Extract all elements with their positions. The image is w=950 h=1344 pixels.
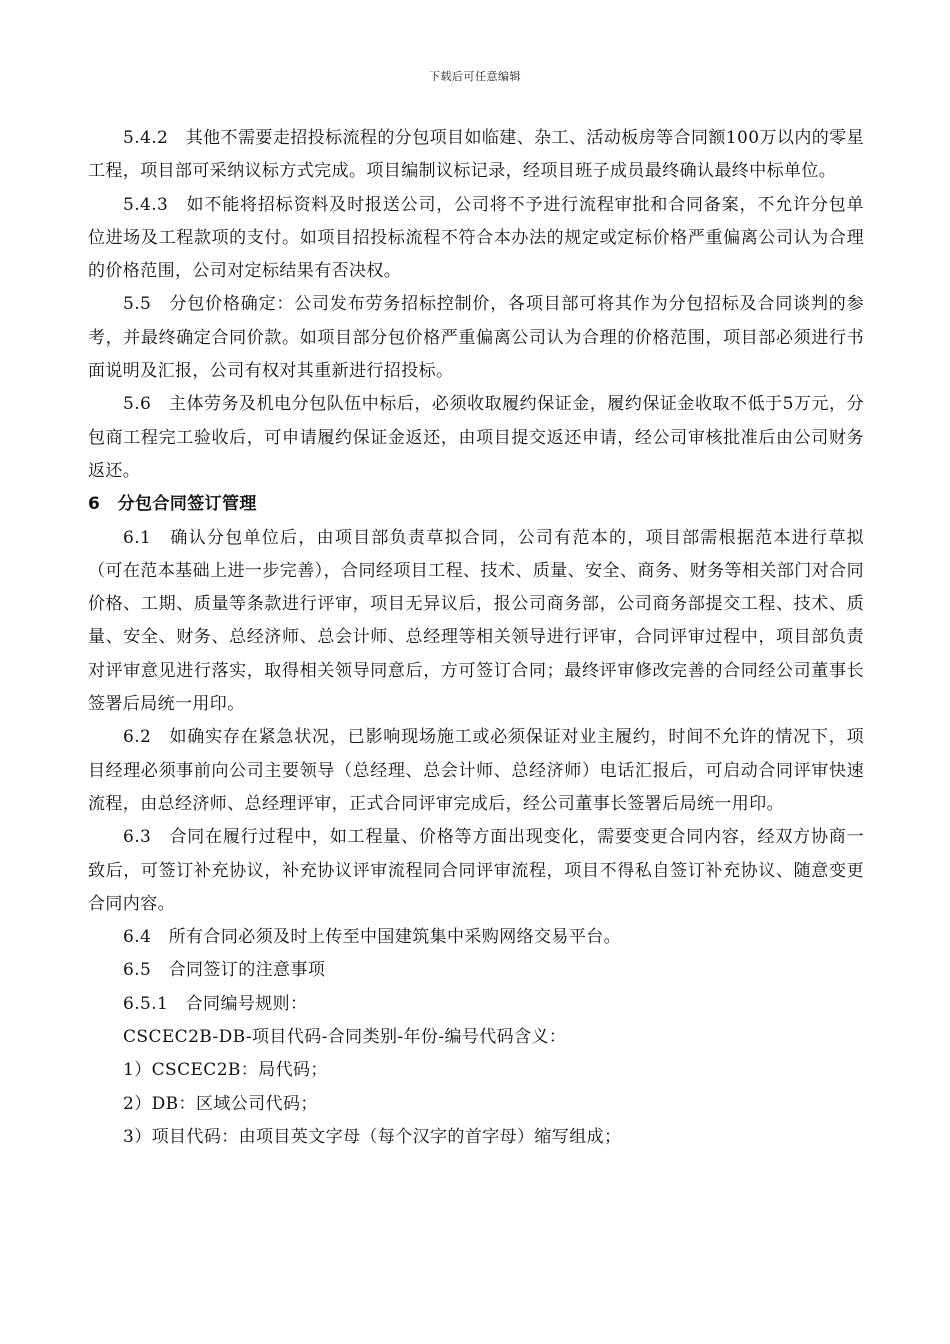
list-item-3: 3）项目代码：由项目英文字母（每个汉字的首字母）缩写组成；	[123, 1126, 622, 1147]
page-header-note: 下载后可任意编辑	[429, 70, 521, 83]
paragraph-6-1: 6.1 确认分包单位后，由项目部负责草拟合同，公司有范本的，项目部需根据范本进行草拟（可在范本基础上进一步完善），合同经项目工程、技术、质量、安全、商务、财务等相关部门对合同价格、工期、质量等条款进行评审，项目无异议后，报公司商务部，公司商务部提交工程、技术、质量、安全、财务、总经济师、总会计师、总经理等相关领导进行评审，合同评审过程中，项目部负责对评审意见进行落实，取得相关领导同意后，方可签订合同；最终评审修改完善的合同经公司董事长签署后局统一用印。	[88, 527, 864, 715]
paragraph-6-3: 6.3 合同在履行过程中，如工程量、价格等方面出现变化，需要变更合同内容，经双方协商一致后，可签订补充协议，补充协议评审流程同合同评审流程，项目不得私自签订补充协议、随意变更合同内容。	[88, 827, 864, 914]
document-body	[88, 122, 864, 1154]
paragraph-6-5: 6.5 合同签订的注意事项	[123, 960, 326, 981]
paragraph-5-4-2: 5.4.2 其他不需要走招投标流程的分包项目如临建、杂工、活动板房等合同额100万以内的零星工程，项目部可采纳议标方式完成。项目编制议标记录，经项目班子成员最终确认最终中标单位。	[88, 128, 864, 182]
paragraph-6-2: 6.2 如确实存在紧急状况，已影响现场施工或必须保证对业主履约，时间不允许的情况下，项目经理必须事前向公司主要领导（总经理、总会计师、总经济师）电话汇报后，可启动合同评审快速流程，由总经济师、总经理评审，正式合同评审完成后，经公司董事长签署后局统一用印。	[88, 727, 864, 814]
section-heading-6: 6 分包合同签订管理	[88, 494, 257, 515]
paragraph-5-4-3: 5.4.3 如不能将招标资料及时报送公司，公司将不予进行流程审批和合同备案，不允许分包单位进场及工程款项的支付。如项目招投标流程不符合本办法的规定或定标价格严重偏离公司认为合理的价格范围，公司对定标结果有否决权。	[88, 194, 864, 282]
list-item-2: 2）DB：区域公司代码；	[123, 1093, 318, 1114]
paragraph-6-4: 6.4 所有合同必须及时上传至中国建筑集中采购网络交易平台。	[123, 927, 622, 948]
paragraph-5-6: 5.6 主体劳务及机电分包队伍中标后，必须收取履约保证金，履约保证金收取不低于5万元，分包商工程完工验收后，可申请履约保证金返还，由项目提交返还申请，经公司审核批准后由公司财务返还。	[88, 394, 864, 481]
contract-number-format: CSCEC2B-DB-项目代码-合同类别-年份-编号代码含义：	[123, 1027, 567, 1048]
list-item-1: 1）CSCEC2B：局代码；	[123, 1060, 328, 1081]
paragraph-6-5-1: 6.5.1 合同编号规则：	[123, 993, 308, 1014]
paragraph-5-5: 5.5 分包价格确定：公司发布劳务招标控制价，各项目部可将其作为分包招标及合同谈判的参考，并最终确定合同价款。如项目部分包价格严重偏离公司认为合理的价格范围，项目部必须进行书面说明及汇报，公司有权对其重新进行招投标。	[88, 294, 864, 382]
